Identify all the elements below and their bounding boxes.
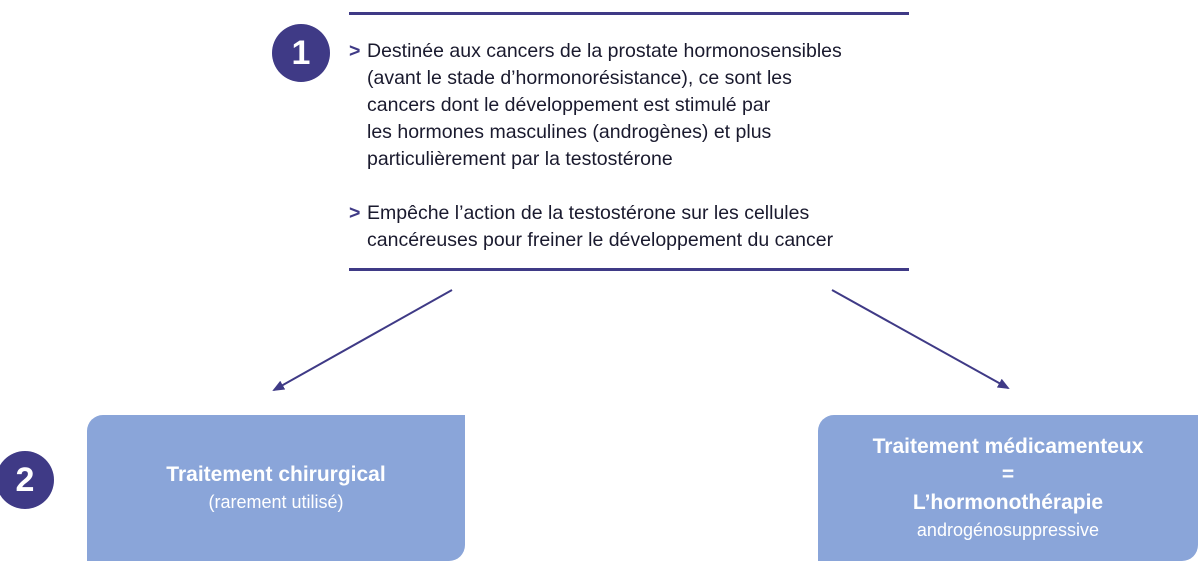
step-badge-1: 1 [272, 24, 330, 82]
bullet-line: Empêche l’action de la testostérone sur les cellules [367, 202, 810, 224]
drug-treatment-box [818, 415, 1198, 561]
bullet-line: cancéreuses pour freiner le développement du cancer [367, 229, 834, 251]
surgical-treatment-box [87, 415, 465, 561]
box-subtitle: (rarement utilisé) [208, 492, 344, 512]
arrow-left [274, 290, 452, 390]
chevron-right-icon: > [349, 40, 361, 62]
box-title: Traitement chirurgical [166, 463, 386, 486]
box-equals: = [1001, 463, 1015, 486]
chevron-right-icon: > [349, 202, 361, 224]
bullet-line: Destinée aux cancers de la prostate hormonosensibles [367, 40, 842, 62]
box-title: Traitement médicamenteux [872, 435, 1144, 458]
bullet-line: (avant le stade d’hormonorésistance), ce sont les [367, 67, 792, 89]
bullet-line: particulièrement par la testostérone [367, 148, 673, 170]
box-title-secondary: L’hormonothérapie [912, 491, 1104, 514]
arrow-right [832, 290, 1008, 388]
box-subtitle: androgénosuppressive [916, 520, 1100, 540]
bullet-line: cancers dont le développement est stimulé par [367, 94, 771, 116]
bullet-line: les hormones masculines (androgènes) et plus [367, 121, 772, 143]
step-badge-2: 2 [0, 451, 54, 509]
